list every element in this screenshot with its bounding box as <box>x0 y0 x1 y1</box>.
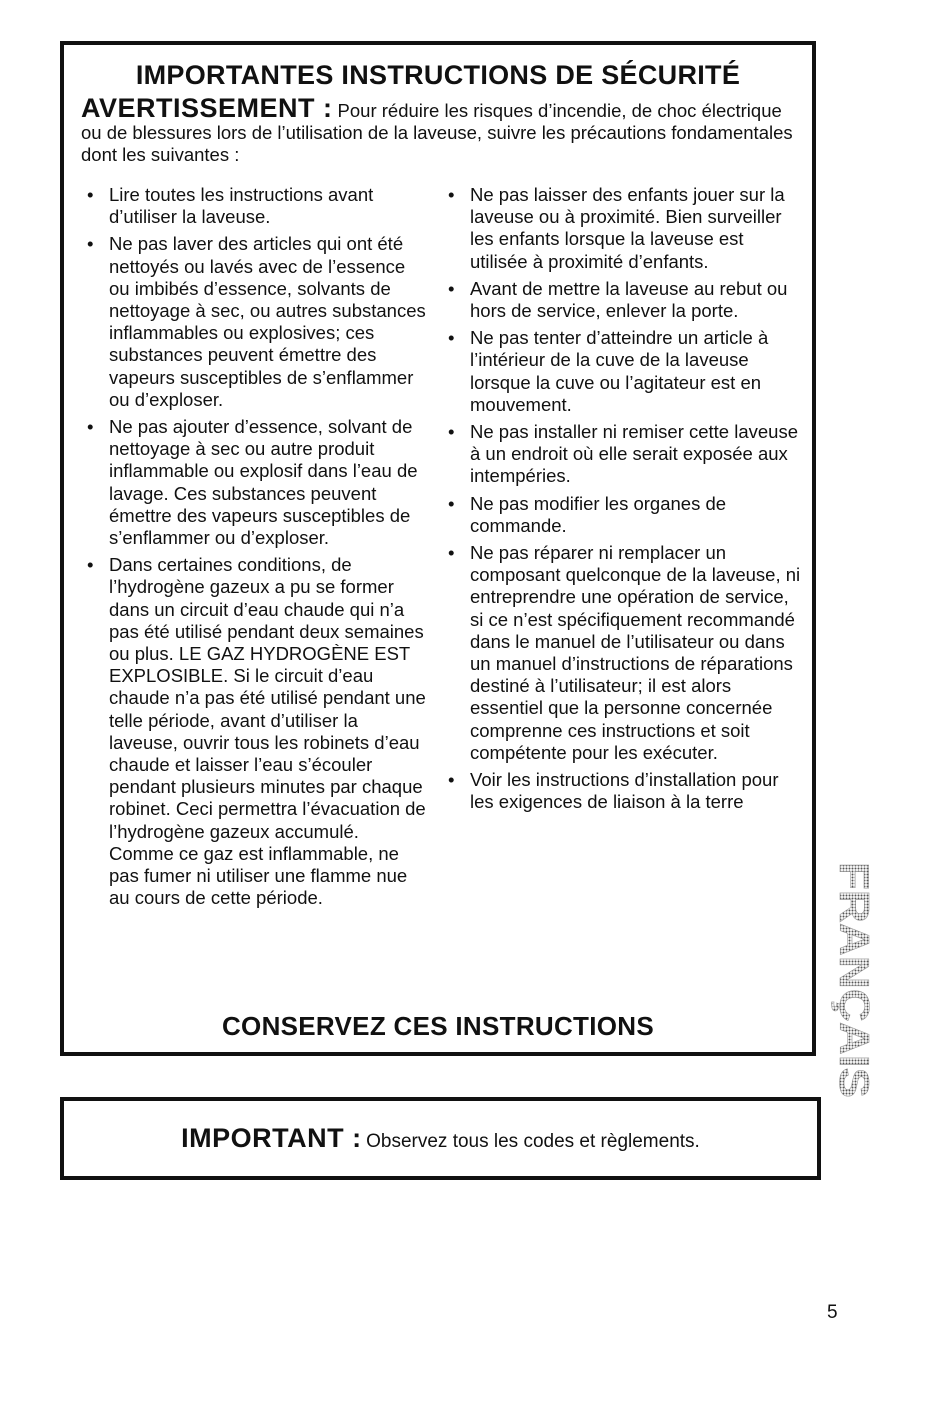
language-tab-graphic <box>818 860 878 1100</box>
list-item-text: Ne pas modifier les organes de commande. <box>470 492 727 536</box>
bullet: • <box>448 184 455 205</box>
bullet: • <box>448 542 455 564</box>
list-item-text: Lire toutes les instructions avant d’utiliser la laveuse. <box>109 184 374 228</box>
bullet: • <box>448 769 455 791</box>
important-notice-box <box>60 1097 821 1180</box>
language-side-tab <box>818 860 878 1100</box>
bullet: • <box>448 421 455 443</box>
list-item-text: Ne pas ajouter d’essence, solvant de nettoyage à sec ou autre produit inflammable ou explosif dans l’eau de lavage. Ces substances peuvent émettre des vapeurs susceptibles de s’enflammer ou d’exploser. <box>109 416 418 549</box>
important-text: Observez tous les codes et règlements. <box>366 1131 700 1152</box>
list-item <box>448 421 804 488</box>
bullet: • <box>87 554 94 576</box>
important-notice <box>64 1123 817 1154</box>
bullet: • <box>448 277 455 299</box>
list-item <box>448 327 804 416</box>
warning-paragraph <box>81 93 801 166</box>
bullet: • <box>87 184 94 205</box>
bullet: • <box>448 492 455 514</box>
list-item-text: Ne pas réparer ni remplacer un composant quelconque de la laveuse, ni entreprendre une opération de service, si ce n’est spécifiquement recommandé dans le manuel de l’utilisateur ou dans un manuel d’instructions de réparations destiné à l’utilisateur; il est alors essentiel que la personne concernée comprenne ces instructions et soit compétente pour les exécuter. <box>470 542 801 763</box>
warning-text: Pour réduire les risques d’incendie, de choc électrique ou de blessures lors de l’utilisation de la laveuse, suivre les précautions fondamentales dont les suivantes : <box>81 100 793 165</box>
safety-instructions-box <box>60 41 816 1056</box>
list-item-text: Ne pas laver des articles qui ont été nettoyés ou lavés avec de l’essence ou imbibés d’essence, solvants de nettoyage à sec, ou autres substances inflammables ou explosives; ces substances peuvent émettre des vapeurs susceptibles de s’enflammer ou d’exploser. <box>109 233 426 410</box>
list-item <box>448 769 804 813</box>
bullet: • <box>87 233 94 255</box>
list-item-text: Ne pas installer ni remiser cette laveuse à un endroit où elle serait exposée aux intempéries. <box>470 421 799 487</box>
list-item <box>448 542 804 764</box>
closing-heading: CONSERVEZ CES INSTRUCTIONS <box>221 1011 655 1041</box>
list-item <box>448 278 804 322</box>
safety-title: IMPORTANTES INSTRUCTIONS DE SÉCURITÉ <box>135 60 741 90</box>
page-number: 5 <box>827 1302 838 1323</box>
language-tab-label: FRANÇAIS <box>831 862 878 1079</box>
list-item <box>87 554 427 909</box>
list-item <box>448 493 804 537</box>
list-item <box>87 233 427 411</box>
bullet: • <box>448 327 455 349</box>
important-heading: IMPORTANT : <box>181 1123 362 1153</box>
list-item <box>87 184 427 228</box>
right-column <box>448 184 804 818</box>
bullet: • <box>87 416 94 438</box>
list-item-text: Avant de mettre la laveuse au rebut ou hors de service, enlever la porte. <box>470 277 788 322</box>
list-item <box>448 184 804 273</box>
list-item-text: Ne pas tenter d’atteindre un article à l’intérieur de la cuve de la laveuse lorsque la cuve ou l’agitateur est en mouvement. <box>470 327 769 415</box>
warning-heading: AVERTISSEMENT : <box>81 93 333 123</box>
list-item-text: Dans certaines conditions, de l’hydrogène gazeux a pu se former dans un circuit d’eau chaude qui n’a pas été utilisé pendant deux semaines ou plus. LE GAZ HYDROGÈNE EST EXPLOSIBLE. Si le circuit d’eau chaude n’a pas été utilisé pendant une telle période, avant d’utiliser la laveuse, ouvrir tous les robinets d’eau chaude et laisser l’eau s’écouler pendant plusieurs minutes par chaque robinet. Ceci permettra l’évacuation de l’hydrogène gazeux accumulé. Comme ce gaz est inflammable, ne pas fumer ni utiliser une flamme nue au cours de cette période. <box>109 554 426 909</box>
list-item-text: Voir les instructions d’installation pour les exigences de liaison à la terre <box>470 769 779 813</box>
list-item <box>87 416 427 549</box>
list-item-text: Ne pas laisser des enfants jouer sur la laveuse ou à proximité. Bien surveiller les enfants lorsque la laveuse est utilisée à proximité d’enfants. <box>470 184 785 272</box>
left-column <box>87 184 427 915</box>
